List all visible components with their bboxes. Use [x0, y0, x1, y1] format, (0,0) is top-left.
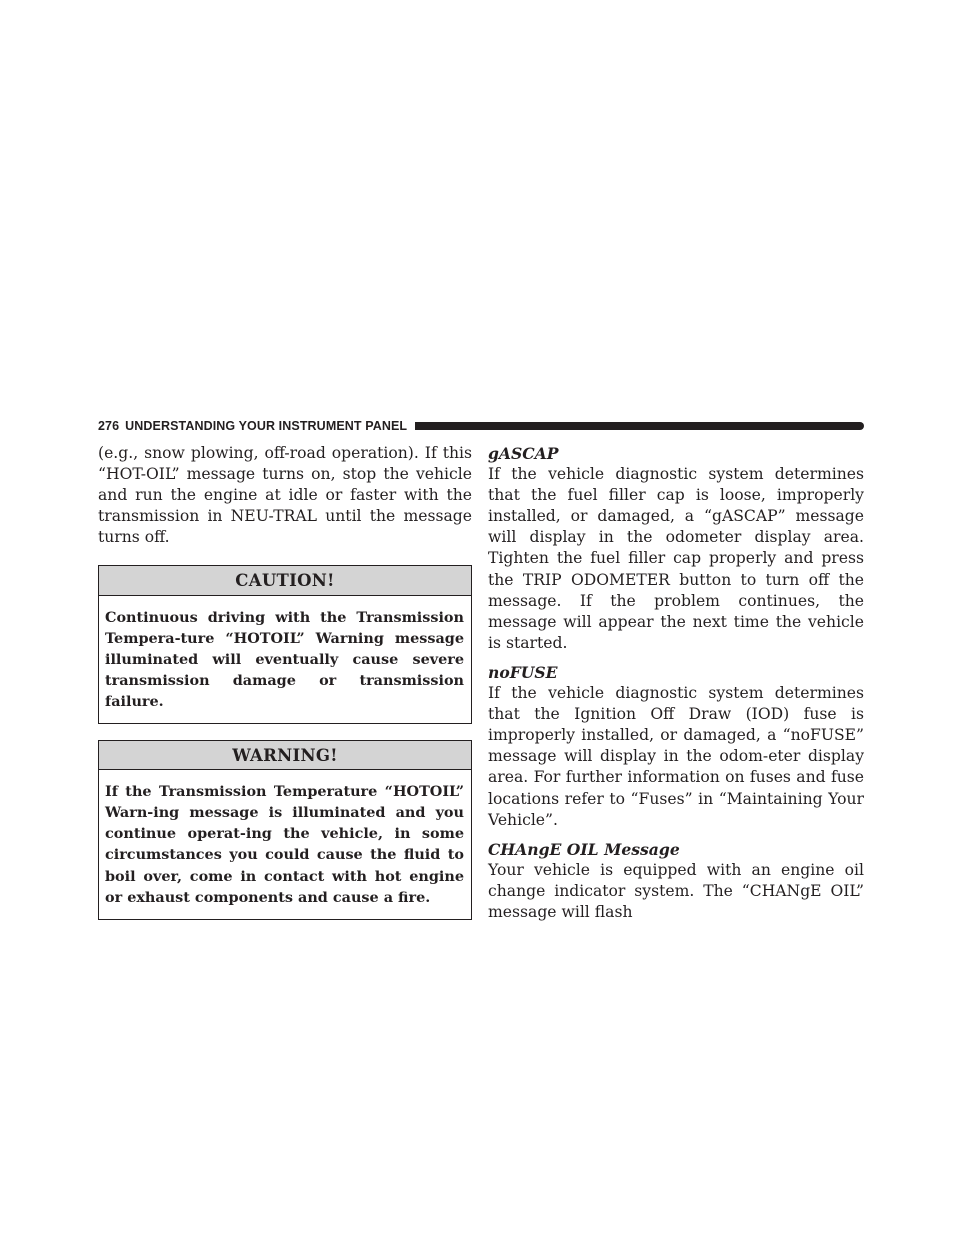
section-title: UNDERSTANDING YOUR INSTRUMENT PANEL	[125, 419, 408, 433]
right-column	[488, 443, 864, 931]
header-rule	[415, 422, 864, 430]
caution-text: Continuous driving with the Transmission Tempera-ture “HOTOIL” Warning message illuminated will eventually cause severe transmission damage or transmission failure.	[105, 608, 464, 710]
intro-paragraph: (e.g., snow plowing, off-road operation). If this “HOT-OIL” message turns on, stop the vehicle and run the engine at idle or faster with the transmission in NEU-TRAL until the message turns off.	[98, 444, 472, 547]
change-oil-heading: CHAngE OIL Message	[488, 839, 680, 859]
page-number: 276	[98, 419, 120, 433]
warning-text: If the Transmission Temperature “HOTOIL” Warn-ing message is illuminated and you continue operat-ing the vehicle, in some circumstances you could cause the fluid to boil over, come in contact with hot engine or exhaust components and cause a fire.	[105, 783, 464, 906]
warning-box	[98, 740, 472, 920]
gascap-heading: gASCAP	[488, 444, 559, 463]
warning-title: WARNING!	[99, 741, 471, 770]
caution-box	[98, 565, 472, 724]
nofuse-heading: noFUSE	[488, 662, 558, 682]
change-oil-paragraph: Your vehicle is equipped with an engine oil change indicator system. The “CHANgE OIL” message will flash	[488, 860, 864, 921]
gascap-paragraph: If the vehicle diagnostic system determines that the fuel filler cap is loose, improperly installed, or damaged, a “gASCAP” message will display in the odometer display area. Tighten the fuel filler cap properly and press the TRIP ODOMETER button to turn off the message. If the problem continues, the message will appear the next time the vehicle is started.	[488, 465, 864, 652]
page-header	[98, 419, 864, 433]
caution-title: CAUTION!	[99, 566, 471, 595]
left-column	[98, 443, 472, 920]
nofuse-paragraph: If the vehicle diagnostic system determines that the Ignition Off Draw (IOD) fuse is improperly installed, or damaged, a “noFUSE” message will display in the odom-eter display area. For further information on fuses and fuse locations refer to “Fuses” in “Maintaining Your Vehicle”.	[488, 684, 864, 829]
